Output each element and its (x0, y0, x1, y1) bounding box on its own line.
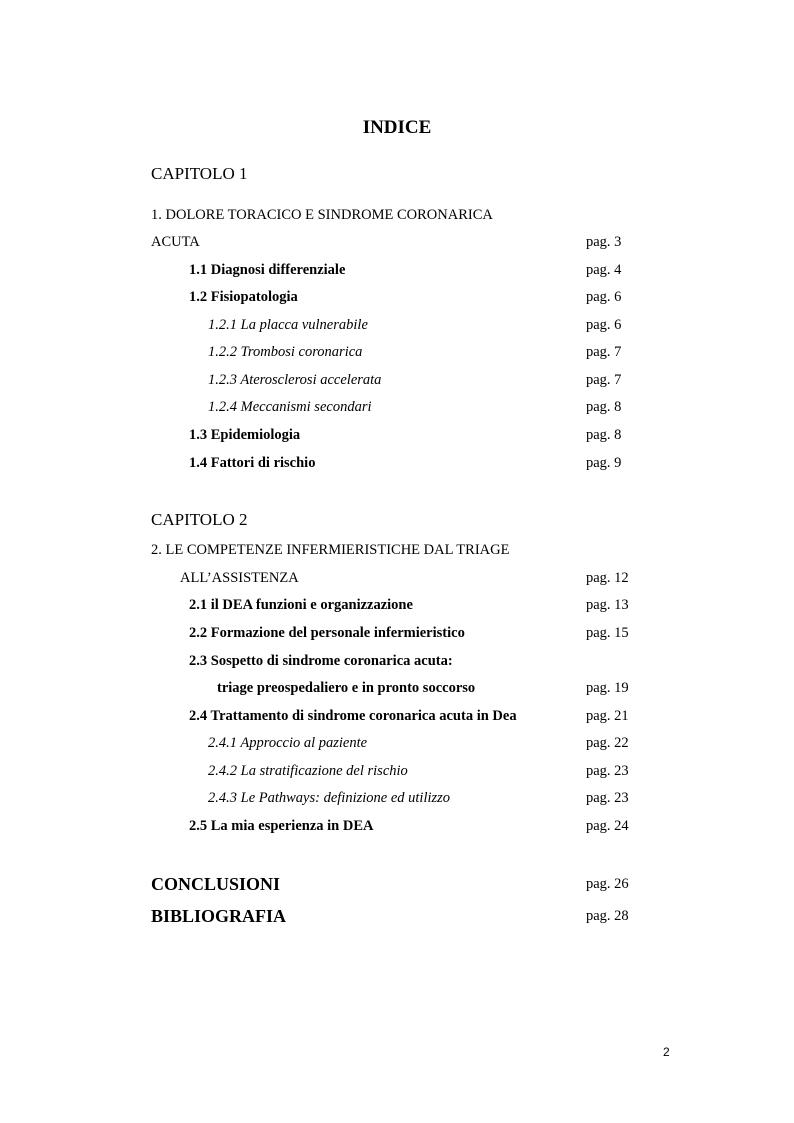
toc-entry-page: pag. 6 (586, 289, 622, 305)
toc-entry-page: pag. 24 (586, 818, 629, 834)
toc-entry-page: pag. 23 (586, 790, 629, 806)
toc-entry-label: 1.2.1 La placca vulnerabile (208, 317, 368, 333)
toc-entry-label: 2.3 Sospetto di sindrome coronarica acuta: (189, 653, 453, 669)
toc-entry-label: 1.2 Fisiopatologia (189, 289, 298, 305)
toc-entry-label: 2.4.1 Approccio al paziente (208, 735, 368, 751)
toc-entry-label: 1.1 Diagnosi differenziale (189, 262, 346, 278)
chapter-2-page: pag. 12 (586, 570, 629, 586)
toc-entry-page: pag. 15 (586, 625, 629, 641)
toc-entry-label: 1.2.3 Aterosclerosi accelerata (208, 372, 382, 388)
chapter-2-title-line2: ALL’ASSISTENZA (180, 570, 299, 586)
toc-entry-page: pag. 8 (586, 427, 622, 443)
chapter-1-page: pag. 3 (586, 234, 622, 250)
chapter-1-heading: CAPITOLO 1 (151, 164, 248, 183)
conclusioni-page: pag. 26 (586, 876, 629, 892)
toc-entry-label: 2.4.2 La stratificazione del rischio (208, 763, 408, 779)
toc-entry-label: 1.2.4 Meccanismi secondari (208, 399, 372, 415)
toc-entry-page: pag. 6 (586, 317, 622, 333)
toc-entry-page: pag. 7 (586, 372, 622, 388)
toc-entry-page: pag. 13 (586, 597, 629, 613)
toc-entry-label: 1.2.2 Trombosi coronarica (208, 344, 363, 360)
chapter-1-title-line1: 1. DOLORE TORACICO E SINDROME CORONARICA (151, 207, 493, 223)
toc-entry-label: 1.4 Fattori di rischio (189, 455, 316, 471)
bibliografia-heading: BIBLIOGRAFIA (151, 906, 287, 926)
toc-entry-page: pag. 22 (586, 735, 629, 751)
toc-entry-label: 2.4 Trattamento di sindrome coronarica acuta in Dea (189, 708, 517, 724)
toc-entry-page: pag. 21 (586, 708, 629, 724)
bibliografia-page: pag. 28 (586, 908, 629, 924)
toc-entry-label: 2.4.3 Le Pathways: definizione ed utilizzo (208, 790, 451, 806)
toc-entry-label: triage preospedaliero e in pronto soccorso (217, 680, 476, 696)
page-number: 2 (663, 1045, 670, 1059)
page-title: INDICE (362, 117, 432, 138)
toc-entry-label: 2.1 il DEA funzioni e organizzazione (189, 597, 413, 613)
toc-entry-page: pag. 8 (586, 399, 622, 415)
toc-entry-page: pag. 7 (586, 344, 622, 360)
toc-entry-page: pag. 19 (586, 680, 629, 696)
toc-entry-page: pag. 9 (586, 455, 622, 471)
chapter-1-title-line2: ACUTA (151, 234, 200, 250)
toc-entry-page: pag. 23 (586, 763, 629, 779)
toc-entry-label: 1.3 Epidemiologia (189, 427, 301, 443)
conclusioni-heading: CONCLUSIONI (151, 874, 281, 894)
chapter-2-title-line1: 2. LE COMPETENZE INFERMIERISTICHE DAL TRIAGE (151, 542, 510, 558)
toc-entry-label: 2.2 Formazione del personale infermieristico (189, 625, 465, 641)
toc-entry-label: 2.5 La mia esperienza in DEA (189, 818, 374, 834)
toc-entry-page: pag. 4 (586, 262, 622, 278)
chapter-2-heading: CAPITOLO 2 (151, 510, 248, 529)
